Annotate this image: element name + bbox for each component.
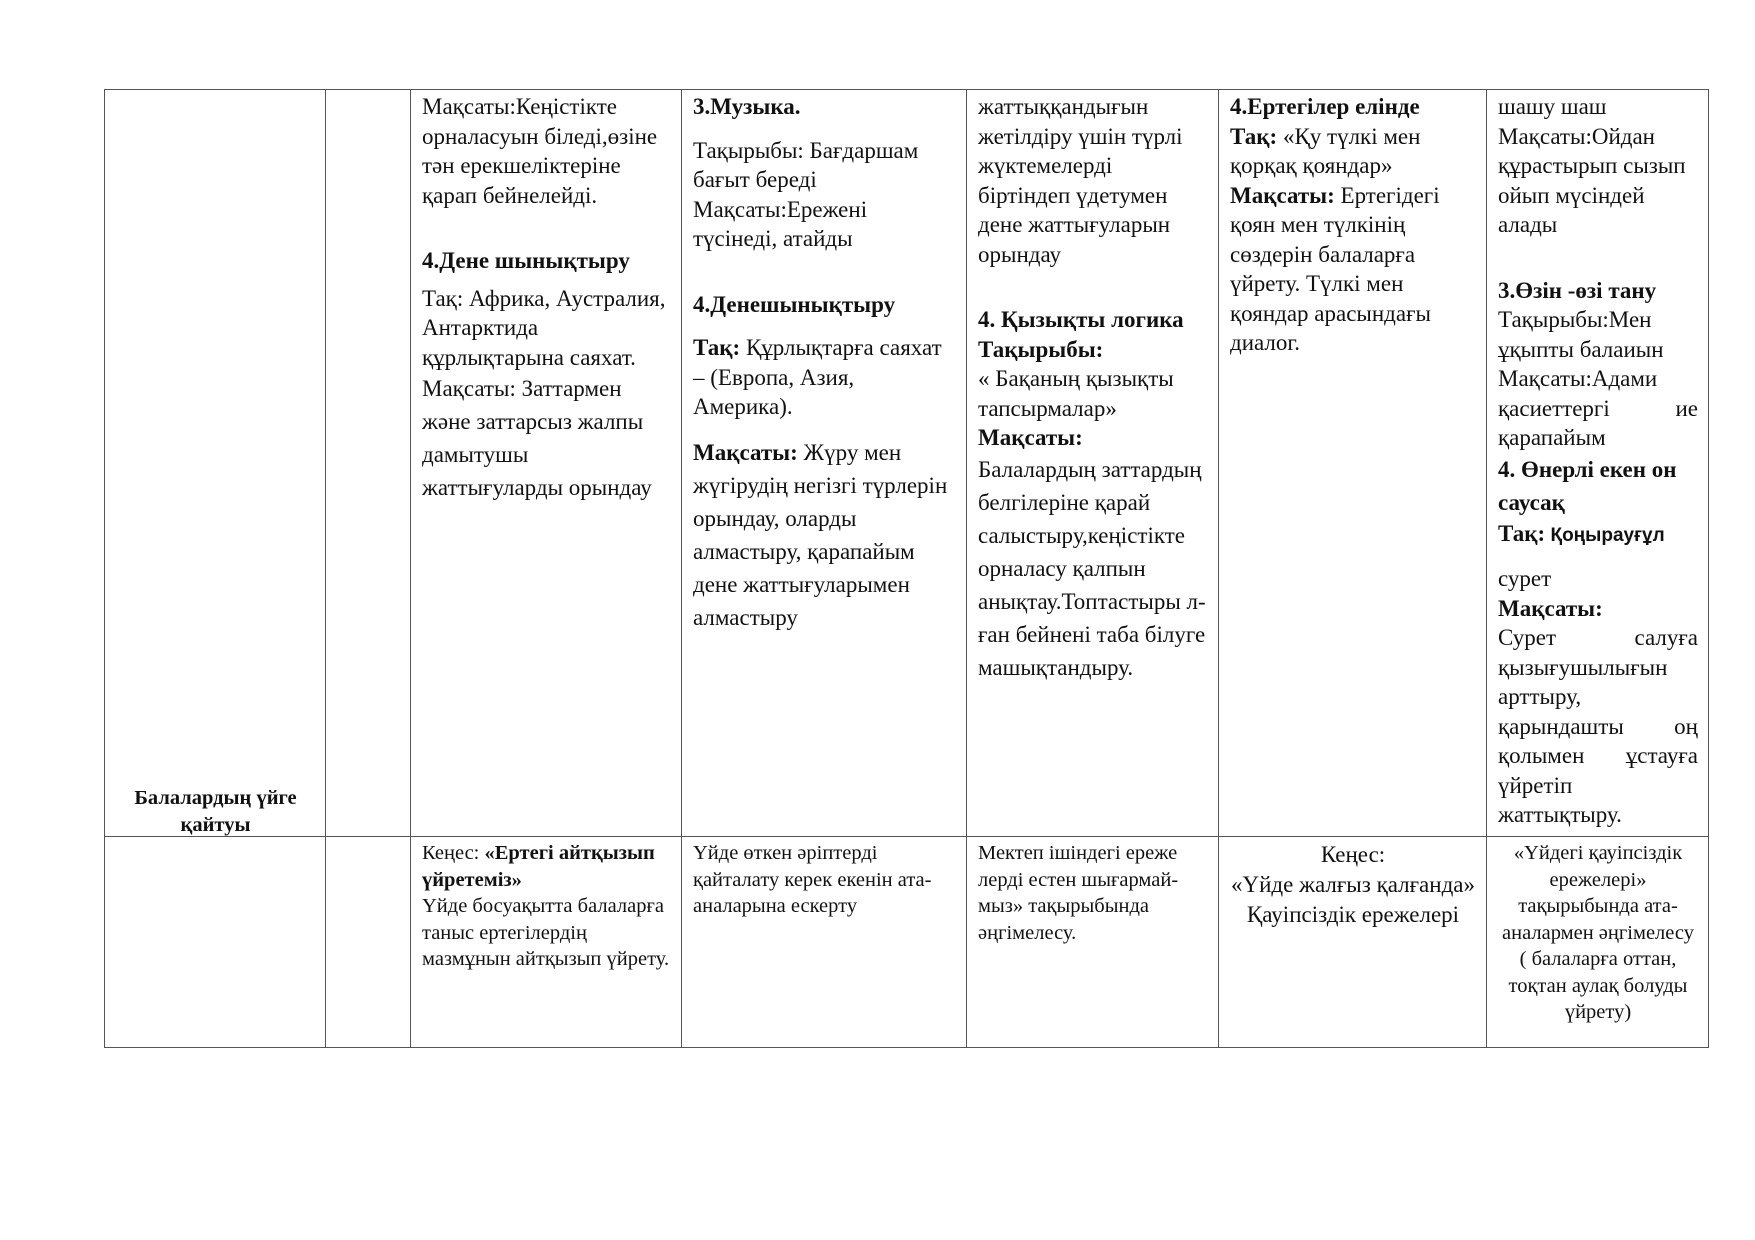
- paragraph: шашу шаш: [1498, 94, 1607, 119]
- cell-col5: [967, 837, 1219, 1048]
- label: Мақсаты:: [1498, 595, 1603, 621]
- paragraph: «Үйдегі қауіпсіздік ережелері» тақырыбында ата-аналармен әңгімелесу ( балаларға оттан, тоқтан аулақ болуды үйрету): [1502, 842, 1694, 1023]
- paragraph: Сурет салуға: [1498, 625, 1698, 650]
- paragraph: арттыру,: [1498, 684, 1582, 709]
- text: Қоңырауғұл: [1545, 524, 1665, 546]
- paragraph: Мақсаты:Адами: [1498, 366, 1658, 391]
- paragraph: Үйде өткен әріптерді қайталату керек екенін ата-аналарына ескерту: [693, 842, 932, 917]
- label: Мақсаты:: [693, 439, 798, 465]
- label: Тақ:: [1230, 123, 1278, 149]
- paragraph: қызығушылығын: [1498, 654, 1668, 680]
- cell-col6: [1219, 837, 1487, 1048]
- text: Жүру мен жүгірудің негізгі түрлерін орындау, оларды алмастыру, қарапайым дене жаттығуларымен алмастыру: [693, 439, 948, 630]
- paragraph: қарапайым: [1498, 425, 1606, 450]
- paragraph: Мақсаты:Кеңістікте орналасуын біледі,өзіне тән ерекшеліктеріне қарап бейнелейді.: [422, 94, 658, 208]
- section-heading: 4.Ертегілер елінде: [1230, 94, 1420, 119]
- section-heading: 3.Өзін -өзі тану: [1498, 277, 1657, 303]
- cell-col5: [967, 90, 1219, 837]
- paragraph: Мектеп ішіндегі ереже лерді естен шығармай-мыз» тақырыбында әңгімелесу.: [978, 842, 1179, 944]
- paragraph: [693, 333, 956, 422]
- text: «Қу түлкі мен қорқақ қояндар»: [1230, 123, 1421, 178]
- advice-title: «Ертегі айтқызып үйретеміз»: [422, 842, 655, 891]
- label: Тақырыбы:: [978, 336, 1104, 362]
- empty-cell: [326, 90, 411, 837]
- label: Тақ:: [693, 335, 741, 360]
- paragraph: Үйде босуақытта балаларға таныс ертегілердің мазмұнын айтқызып үйрету.: [422, 895, 670, 970]
- paragraph: Тақ: Африка, Аустралия, Антарктида құрлықтарына саяхат.: [422, 285, 666, 370]
- paragraph: жаттықтыру.: [1498, 802, 1622, 827]
- cell-col7: [1487, 837, 1709, 1048]
- paragraph: Балалардың заттардың белгілеріне қарай салыстыру,кеңістікте орналасу қалпын анықтау.Топтастыры л-ған бейнені таба білуге машықтандыру.: [978, 456, 1206, 680]
- paragraph: Қауіпсіздік ережелері: [1246, 902, 1460, 927]
- paragraph: [1498, 519, 1698, 551]
- paragraph: қарындашты оң: [1498, 713, 1698, 739]
- paragraph: [1230, 181, 1476, 358]
- paragraph: [422, 840, 671, 893]
- paragraph: Мақсаты:Ережені түсінеді, атайды: [693, 196, 868, 251]
- label: Кеңес:: [422, 842, 485, 864]
- cell-col4: [682, 90, 967, 837]
- cell-col7: [1487, 90, 1709, 837]
- empty-cell: [326, 837, 411, 1048]
- paragraph: « Бақаның қызықты тапсырмалар»: [978, 366, 1174, 421]
- text: Құрлықтарға саяхат – (Европа, Азия, Америка).: [693, 335, 942, 419]
- paragraph: Кеңес:: [1320, 842, 1386, 867]
- paragraph: [1230, 122, 1476, 181]
- section-heading: 4. Өнерлі екен он саусақ: [1498, 456, 1677, 515]
- paragraph: жаттыққандығын жетілдіру үшін түрлі жүктемелерді біртіндеп үдетумен дене жаттығуларын орындау: [978, 94, 1183, 267]
- paragraph: Тақырыбы:Мен ұқыпты балаиын: [1498, 307, 1664, 362]
- row-label: [105, 787, 326, 1048]
- cell-col3: [411, 837, 682, 1048]
- label: Мақсаты:: [978, 425, 1083, 450]
- section-heading: 4.Денешынықтыру: [693, 291, 896, 317]
- section-heading: 4. Қызықты логика: [978, 307, 1184, 332]
- table-row: [105, 90, 1709, 837]
- label: Тақ:: [1498, 520, 1546, 546]
- cell-col3: [411, 90, 682, 837]
- paragraph: қасиеттергі ие: [1498, 395, 1698, 421]
- row-label-text: Балалардың үйге қайтуы: [134, 787, 297, 836]
- text: Ертегідегі қоян мен түлкінің сөздерін балаларға үйрету. Түлкі мен қояндар арасындағы диалог.: [1230, 182, 1440, 355]
- paragraph: қолымен ұстауға: [1498, 743, 1698, 768]
- paragraph: үйретіп: [1498, 772, 1573, 798]
- paragraph: Мақсаты:Ойдан құрастырып сызып ойып мүсіндей алады: [1498, 123, 1686, 237]
- label: Мақсаты:: [1230, 182, 1335, 208]
- paragraph: сурет: [1498, 566, 1552, 591]
- paragraph: Мақсаты: Заттармен және заттарсыз жалпы дамытушы жаттығуларды орындау: [422, 376, 652, 500]
- paragraph: «Үйде жалғыз қалғанда»: [1230, 872, 1475, 897]
- section-heading: 4.Дене шынықтыру: [422, 248, 630, 273]
- section-heading: 3.Музыка.: [693, 94, 801, 119]
- cell-col6: [1219, 90, 1487, 837]
- row-label-cell: [105, 90, 326, 837]
- table-row: [105, 837, 1709, 1048]
- cell-col4: [682, 837, 967, 1048]
- paragraph: Тақырыбы: Бағдаршам бағыт береді: [693, 137, 919, 192]
- paragraph: [693, 436, 956, 634]
- plan-table: [104, 89, 1709, 1048]
